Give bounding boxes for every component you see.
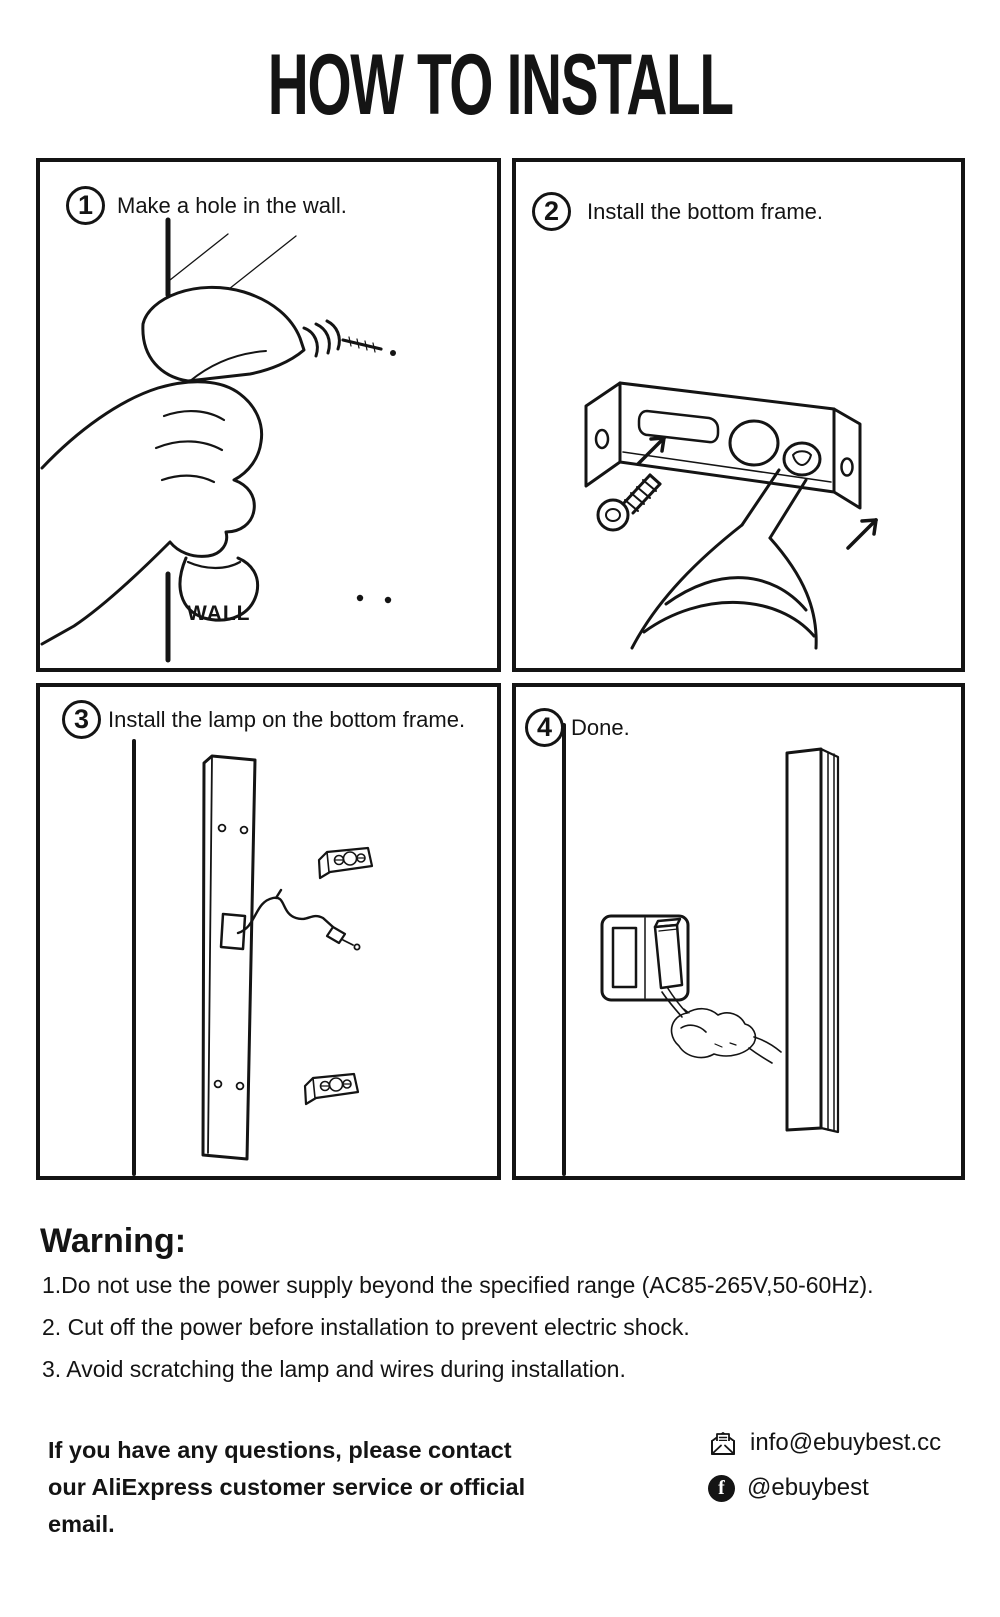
mounting-bracket-icon [319, 848, 372, 878]
bottom-frame-illustration [516, 162, 961, 668]
mounting-bracket-icon [305, 1074, 358, 1104]
step-2-number-badge: 2 [532, 192, 571, 231]
contact-row-email [708, 1428, 941, 1458]
facebook-icon-glyph: f [718, 1476, 725, 1499]
step-3-header [62, 700, 465, 739]
footer-note-line: If you have any questions, please contact [48, 1437, 512, 1463]
drill-hand-illustration [40, 162, 497, 668]
step-4-header [525, 708, 630, 747]
step-4-label: Done. [571, 714, 630, 740]
open-envelope-icon [708, 1428, 738, 1458]
lamp-mounting-illustration [40, 687, 497, 1176]
warning-item: 2. Cut off the power before installation to prevent electric shock. [42, 1314, 690, 1340]
footer-note [48, 1432, 525, 1543]
install-steps-grid [36, 158, 965, 1180]
step-1-header [66, 186, 347, 225]
warning-item: 1.Do not use the power supply beyond the specified range (AC85-265V,50-60Hz). [42, 1272, 874, 1298]
step-2-header [532, 192, 823, 231]
page-title [0, 37, 1000, 133]
contact-list [708, 1428, 941, 1518]
step-panel-4 [512, 683, 965, 1180]
warning-list [42, 1274, 874, 1400]
contact-row-facebook [708, 1473, 941, 1503]
switch-done-illustration [516, 687, 961, 1176]
step-1-label: Make a hole in the wall. [117, 192, 347, 218]
wall-label: WALL [187, 602, 251, 625]
step-4-number-badge: 4 [525, 708, 564, 747]
facebook-icon [708, 1475, 735, 1502]
footer-note-line: our AliExpress customer service or official [48, 1474, 526, 1500]
warning-item: 3. Avoid scratching the lamp and wires during installation. [42, 1356, 626, 1382]
contact-email: info@ebuybest.cc [750, 1429, 942, 1456]
step-3-number-badge: 3 [62, 700, 101, 739]
contact-facebook-handle: @ebuybest [747, 1474, 869, 1501]
step-panel-3 [36, 683, 501, 1180]
page-title-text: HOW TO INSTALL [267, 37, 733, 133]
footer-note-line: email. [48, 1511, 115, 1537]
warning-heading: Warning: [40, 1222, 187, 1260]
arrow-up-right-icon [848, 520, 876, 548]
step-1-number-badge: 1 [66, 186, 105, 225]
step-3-label: Install the lamp on the bottom frame. [108, 706, 466, 732]
step-2-label: Install the bottom frame. [587, 198, 823, 224]
step-panel-2 [512, 158, 965, 672]
step-panel-1 [36, 158, 501, 672]
